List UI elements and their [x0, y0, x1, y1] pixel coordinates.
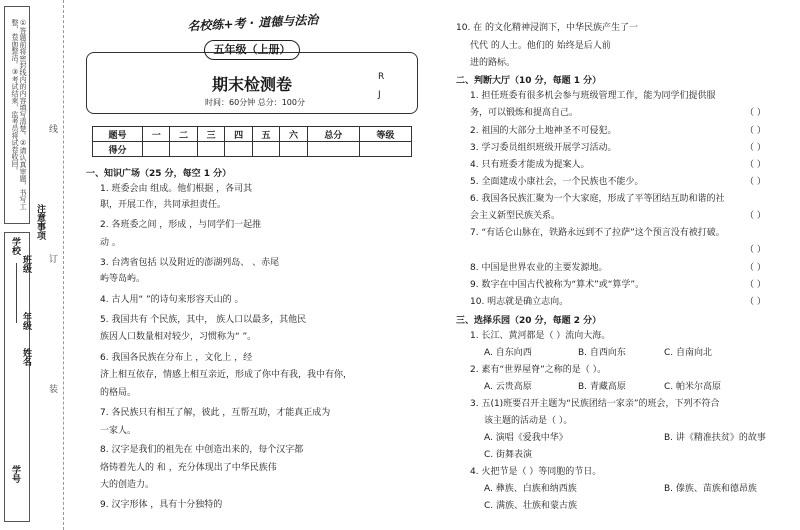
question-line: 8. 中国是世界农业的主要发源地。: [470, 263, 608, 273]
option[interactable]: C. 街舞表演: [484, 450, 533, 460]
question-line: 该主题的活动是（ ）。: [484, 416, 573, 426]
option[interactable]: C. 帕米尔高原: [664, 382, 722, 392]
notes-label: 注意事项: [35, 204, 45, 240]
question-line: 9. 数字在中国古代被称为“算术”或“算学”。: [470, 280, 645, 290]
score-table: [92, 126, 412, 157]
answer-paren[interactable]: （ ）: [745, 263, 766, 273]
answer-paren[interactable]: （ ）: [745, 245, 766, 255]
answer-paren[interactable]: （ ）: [745, 297, 766, 307]
field-grade: 年级: [21, 312, 31, 330]
question-line: 10. 在 的文化精神浸润下，中华民族产生了一: [456, 23, 639, 33]
question-line: 会主义新型民族关系。: [470, 211, 561, 221]
option[interactable]: C. 自南向北: [664, 348, 713, 358]
question-line: 2. 各班委之间 ，形成 ，与同学们一起推: [100, 220, 262, 230]
score-header-cell: 四: [225, 127, 252, 142]
option[interactable]: B. 青藏高原: [578, 382, 626, 392]
edition-j: J: [378, 90, 381, 100]
answer-paren[interactable]: （ ）: [745, 143, 766, 153]
option[interactable]: B. 傣族、苗族和德昂族: [664, 484, 757, 494]
section2-title: 二、判断大厅（10 分，每题 1 分）: [456, 76, 602, 86]
question-line: 4. 古人用“ ”的诗句来形容天山的 。: [100, 295, 244, 305]
section3-title: 三、选择乐园（20 分，每题 2 分）: [456, 316, 602, 326]
question-line: 7. 各民族只有相互了解，彼此 ，互帮互助，才能真正成为: [100, 408, 331, 418]
question-line: 4. 火把节是（ ）等同胞的节日。: [470, 467, 602, 477]
student-fields-box: [4, 232, 30, 522]
question-line: 济上相互依存，情感上相互亲近，形成了你中有我，我中有你，: [100, 370, 353, 380]
score-header-cell: 总分: [307, 127, 359, 142]
question-line: 职，开展工作，共同承担责任。: [100, 200, 227, 210]
exam-title: 期末检测卷: [211, 75, 292, 94]
question-line: 3. 学习委员组织班级开展学习活动。: [470, 143, 617, 153]
question-line: 7. “有话仑山脉在，铁路永远到不了拉萨”这个预言没有被打破。: [470, 228, 725, 238]
question-line: 进的路标。: [470, 58, 516, 68]
option[interactable]: B. 讲《精准扶贫》的故事: [664, 433, 766, 443]
question-line: 族因人口数量相对较少，习惯称为“ ”。: [100, 332, 257, 342]
question-line: 5. 全面建成小康社会，一个民族也不能少。: [470, 177, 644, 187]
question-line: 烙铸着先人的 和 ，充分体现出了中华民族伟: [100, 463, 277, 473]
answer-paren[interactable]: （ ）: [745, 108, 766, 118]
question-line: 4. 只有班委才能成为提案人。: [470, 160, 590, 170]
question-line: 6. 我国各民族在分布上 ，文化上 ，经: [100, 353, 253, 363]
series-title: 名校练+考 · 道德与法治: [187, 12, 319, 34]
score-cell[interactable]: [197, 142, 224, 157]
question-line: 1. 担任班委有很多机会参与班级管理工作，能为同学们提供服: [470, 91, 716, 101]
answer-paren[interactable]: （ ）: [745, 177, 766, 187]
answer-paren[interactable]: （ ）: [745, 211, 766, 221]
score-cell[interactable]: [307, 142, 359, 157]
score-cell[interactable]: [170, 142, 197, 157]
question-line: 6. 我国各民族汇聚为一个大家庭，形成了平等团结互助和谐的社: [470, 194, 725, 204]
notes-box: [4, 6, 30, 224]
question-line: 2. 祖国的大部分土地神圣不可侵犯。: [470, 126, 617, 136]
question-line: 10. 明志就是确立志向。: [470, 297, 569, 307]
question-line: 3. 台湾省包括 以及附近的澎湖列岛、 、赤尾: [100, 258, 280, 268]
score-header-cell: 一: [143, 127, 170, 142]
score-cell[interactable]: [252, 142, 279, 157]
question-line: 1. 班委会由 组成。他们根据 ，各司其: [100, 184, 253, 194]
binding-mark-line: 线: [47, 124, 57, 133]
field-name: 姓名: [21, 348, 31, 366]
score-row-label: 得分: [93, 142, 143, 157]
binding-mark-zhuang: 装: [47, 384, 57, 393]
question-line: 2. 素有“世界屋脊”之称的是（ ）。: [470, 365, 607, 375]
binding-strip: [0, 0, 64, 530]
question-line: 动 。: [100, 238, 121, 248]
field-id: 学号: [10, 465, 20, 483]
section1-title: 一、知识广场（25 分，每空 1 分）: [86, 169, 232, 179]
question-line: 一家人。: [100, 426, 137, 436]
score-header-cell: 题号: [93, 127, 143, 142]
option[interactable]: A. 自东向西: [484, 348, 532, 358]
score-header-cell: 五: [252, 127, 279, 142]
score-cell[interactable]: [359, 142, 411, 157]
grade-badge: 五年级（上册）: [204, 40, 300, 60]
binding-mark-ding: 订: [47, 254, 57, 263]
question-line: 的格局。: [100, 388, 137, 398]
score-header-cell: 六: [280, 127, 307, 142]
exam-meta: 时间：60分钟 总分：100分: [205, 98, 305, 107]
score-cell[interactable]: [143, 142, 170, 157]
field-school: 学校: [10, 237, 20, 255]
option[interactable]: A. 云贵高原: [484, 382, 532, 392]
field-class: 班级: [21, 255, 31, 273]
score-header-cell: 二: [170, 127, 197, 142]
score-header-cell: 等级: [359, 127, 411, 142]
question-line: 9. 汉字形体 ，具有十分独特的: [100, 500, 223, 510]
question-line: 屿等岛屿。: [100, 274, 146, 284]
question-line: 8. 汉字是我们的祖先在 中创造出来的，每个汉字都: [100, 445, 304, 455]
question-line: 1. 长江、黄河都是（ ）流向大海。: [470, 331, 611, 341]
option[interactable]: C. 满族、壮族和蒙古族: [484, 501, 578, 511]
answer-paren[interactable]: （ ）: [745, 280, 766, 290]
question-line: 3. 五(1)班要召开主题为“民族团结一家亲”的班会，下列不符合: [470, 399, 720, 409]
score-cell[interactable]: [280, 142, 307, 157]
question-line: 大的创造力。: [100, 480, 155, 490]
edition-r: R: [378, 72, 385, 82]
question-line: 务，可以锻炼和提高自己。: [470, 108, 579, 118]
option[interactable]: A. 彝族、白族和纳西族: [484, 484, 577, 494]
score-header-cell: 三: [197, 127, 224, 142]
score-table-header-row: [93, 127, 412, 142]
question-line: 代代 的人士。他们的 始终是后人前: [470, 41, 611, 51]
answer-paren[interactable]: （ ）: [745, 160, 766, 170]
question-line: 5. 我国共有 个民族，其中， 族人口以最多，其他民: [100, 315, 307, 325]
score-table-row: [93, 142, 412, 157]
score-cell[interactable]: [225, 142, 252, 157]
answer-paren[interactable]: （ ）: [745, 126, 766, 136]
option[interactable]: A. 演唱《爱我中华》: [484, 433, 568, 443]
notes-text: ①答题前将密封线内的内容填写清楚。②请认真审题，书写工整，卷面整洁。③考试结束，监考员将试卷收回。: [11, 19, 27, 210]
option[interactable]: B. 自西向东: [578, 348, 626, 358]
